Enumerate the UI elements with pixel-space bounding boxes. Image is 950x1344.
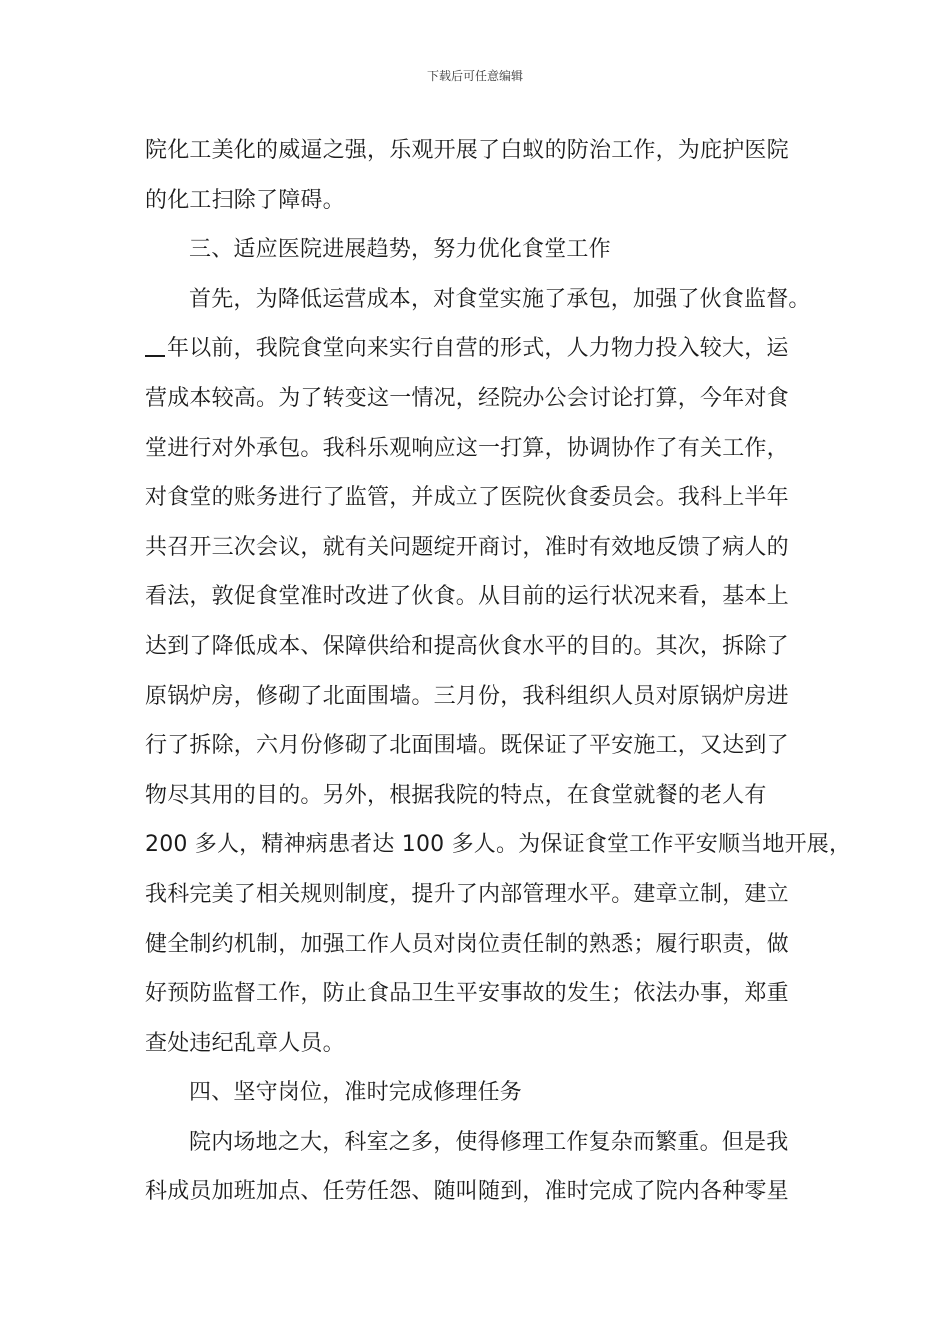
line-text: 我科完美了相关规则制度，提升了内部管理水平。建章立制，建立 — [145, 881, 789, 907]
text-line — [145, 721, 815, 771]
text-line — [145, 820, 852, 870]
line-text: 院化工美化的威逼之强，乐观开展了白蚁的防治工作，为庇护医院 — [145, 138, 789, 163]
text-line — [145, 275, 815, 325]
line-text: 200 多人，精神病患者达 100 多人。为保证食堂工作平安顺当地开展， — [145, 832, 852, 858]
line-text: 院内场地之大，科室之多，使得修理工作复杂而繁重。但是我 — [189, 1129, 789, 1155]
text-line — [145, 374, 815, 424]
line-text: 堂进行对外承包。我科乐观响应这一打算，协调协作了有关工作， — [145, 435, 789, 461]
line-text: 共召开三次会议，就有关问题绽开商讨，准时有效地反馈了病人的 — [145, 534, 789, 560]
line-text: 的化工扫除了障碍。 — [145, 187, 345, 213]
line-text: 健全制约机制，加强工作人员对岗位责任制的熟悉；履行职责，做 — [145, 931, 789, 957]
text-line — [145, 176, 815, 226]
text-line — [145, 324, 815, 374]
text-line — [145, 771, 815, 821]
text-line — [145, 1167, 815, 1217]
section-heading — [145, 1068, 815, 1118]
line-text: 原锅炉房，修砌了北面围墙。三月份，我科组织人员对原锅炉房进 — [145, 683, 789, 709]
text-line — [145, 126, 815, 176]
line-text: 营成本较高。为了转变这一情况，经院办公会讨论打算，今年对食 — [145, 385, 789, 411]
line-text: 三、适应医院进展趋势，努力优化食堂工作 — [189, 237, 611, 263]
line-text: 科成员加班加点、任劳任怨、随叫随到，准时完成了院内各种零星 — [145, 1179, 789, 1205]
line-text: 达到了降低成本、保障供给和提高伙食水平的目的。其次，拆除了 — [145, 633, 789, 659]
text-line — [145, 672, 815, 722]
text-line — [145, 969, 815, 1019]
text-line — [145, 473, 815, 523]
line-text: 查处违纪乱章人员。 — [145, 1030, 345, 1056]
text-line — [145, 523, 815, 573]
line-text: 首先，为降低运营成本，对食堂实施了承包，加强了伙食监督。 — [189, 286, 811, 312]
text-line — [145, 1118, 815, 1168]
text-line — [145, 870, 815, 920]
line-text: 四、坚守岗位，准时完成修理任务 — [189, 1080, 523, 1106]
line-text: 物尽其用的目的。另外，根据我院的特点，在食堂就餐的老人有 — [145, 782, 767, 808]
page-header: 下载后可任意编辑 — [426, 69, 523, 83]
text-line — [145, 920, 815, 970]
line-text: 好预防监督工作，防止食品卫生平安事故的发生；依法办事，郑重 — [145, 981, 789, 1007]
text-line — [145, 572, 815, 622]
section-heading — [145, 225, 815, 275]
line-text: 看法，敦促食堂准时改进了伙食。从目前的运行状况来看，基本上 — [145, 584, 789, 610]
line-text: 对食堂的账务进行了监管，并成立了医院伙食委员会。我科上半年 — [145, 485, 789, 511]
document-body — [145, 126, 852, 1217]
line-text: 年以前，我院食堂向来实行自营的形式，人力物力投入较大，运 — [167, 336, 789, 362]
text-line — [145, 622, 815, 672]
blank-underline — [145, 335, 165, 357]
text-line — [145, 424, 815, 474]
text-line — [145, 1019, 815, 1069]
line-text: 行了拆除，六月份修砌了北面围墙。既保证了平安施工，又达到了 — [145, 733, 789, 759]
